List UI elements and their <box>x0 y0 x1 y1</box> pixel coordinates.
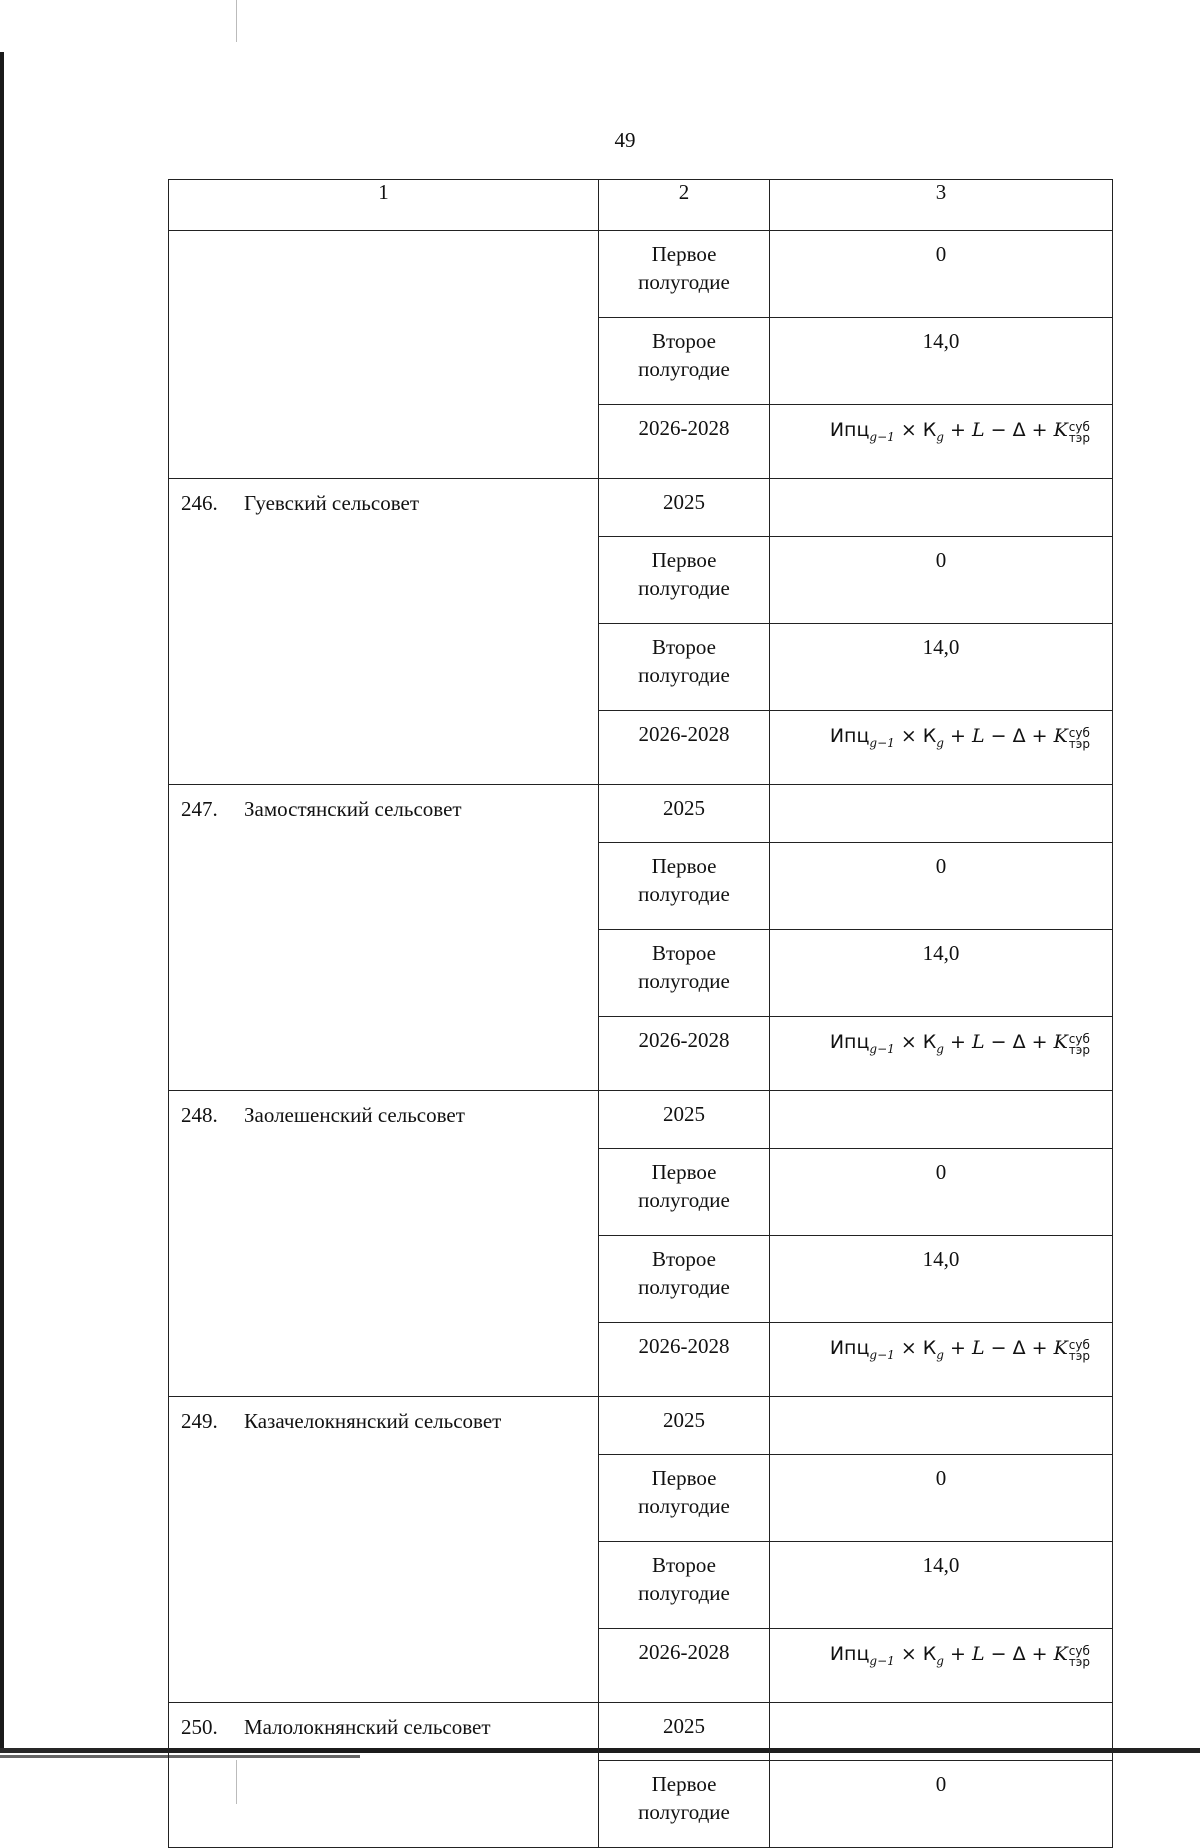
period-cell: Второе полугодие <box>599 318 770 405</box>
formula-cell <box>770 1017 1113 1091</box>
table-row <box>169 785 1113 843</box>
table-row <box>169 479 1113 537</box>
formula-cell <box>770 1629 1113 1703</box>
period-cell: Первое полугодие <box>599 1455 770 1542</box>
period-cell: 2026-2028 <box>599 405 770 479</box>
page-number: 49 <box>614 128 636 152</box>
header-cell-2: 2 <box>599 180 770 231</box>
scan-edge-left <box>0 52 4 1752</box>
formula: $Ипц_{g-1} \times К_g + L - \Delta + K$ суб тэр <box>829 1643 1090 1669</box>
settlement-name-cell <box>169 1397 599 1703</box>
period-cell: Первое полугодие <box>599 537 770 624</box>
value-cell: 0 <box>770 1455 1113 1542</box>
value-cell: 0 <box>770 231 1113 318</box>
formula-cell <box>770 1323 1113 1397</box>
value-cell: 0 <box>770 1761 1113 1848</box>
value-cell: 0 <box>770 1149 1113 1236</box>
period-cell: 2025 <box>599 1703 770 1761</box>
entry-number: 249. <box>181 1409 218 1433</box>
header-cell-1: 1 <box>169 180 599 231</box>
settlement-name-cell <box>169 1091 599 1397</box>
table-row <box>169 231 1113 318</box>
settlement-name: Казачелокнянский сельсовет <box>244 1409 502 1433</box>
settlement-name-cell <box>169 231 599 479</box>
formula: $Ипц_{g-1} \times К_g + L - \Delta + K$ суб тэр <box>829 1031 1090 1057</box>
value-cell <box>770 479 1113 537</box>
entry-number: 246. <box>181 491 218 515</box>
value-cell <box>770 1397 1113 1455</box>
formula: $Ипц_{g-1} \times К_g + L - \Delta + K$ суб тэр <box>829 725 1090 751</box>
period-cell: Второе полугодие <box>599 624 770 711</box>
table-header-row <box>169 180 1113 231</box>
table-row <box>169 1703 1113 1761</box>
period-cell: Второе полугодие <box>599 1542 770 1629</box>
entry-number: 250. <box>181 1715 218 1739</box>
data-table <box>168 179 1113 1848</box>
table-row <box>169 1091 1113 1149</box>
settlement-name-cell <box>169 479 599 785</box>
formula-cell <box>770 711 1113 785</box>
settlement-name: Замостянский сельсовет <box>244 797 462 821</box>
period-cell: Первое полугодие <box>599 231 770 318</box>
fold-mark-top <box>236 0 237 42</box>
formula: $Ипц_{g-1} \times К_g + L - \Delta + K$ суб тэр <box>829 1337 1090 1363</box>
period-cell: 2025 <box>599 479 770 537</box>
value-cell: 0 <box>770 843 1113 930</box>
period-cell: 2026-2028 <box>599 1017 770 1091</box>
period-cell: 2025 <box>599 1397 770 1455</box>
period-cell: Первое полугодие <box>599 843 770 930</box>
header-cell-3: 3 <box>770 180 1113 231</box>
value-cell: 14,0 <box>770 1542 1113 1629</box>
value-cell: 14,0 <box>770 1236 1113 1323</box>
value-cell: 14,0 <box>770 930 1113 1017</box>
value-cell: 0 <box>770 537 1113 624</box>
period-cell: 2026-2028 <box>599 1629 770 1703</box>
value-cell: 14,0 <box>770 318 1113 405</box>
value-cell <box>770 1703 1113 1761</box>
period-cell: 2026-2028 <box>599 1323 770 1397</box>
settlement-name: Гуевский сельсовет <box>244 491 419 515</box>
settlement-name: Малолокнянский сельсовет <box>244 1715 491 1739</box>
formula: $Ипц_{g-1} \times К_g + L - \Delta + K$ суб тэр <box>829 419 1090 445</box>
value-cell: 14,0 <box>770 624 1113 711</box>
formula-cell <box>770 405 1113 479</box>
value-cell <box>770 1091 1113 1149</box>
entry-number: 248. <box>181 1103 218 1127</box>
settlement-name-cell <box>169 785 599 1091</box>
period-cell: Второе полугодие <box>599 1236 770 1323</box>
settlement-name-cell <box>169 1703 599 1848</box>
period-cell: Первое полугодие <box>599 1761 770 1848</box>
period-cell: 2026-2028 <box>599 711 770 785</box>
value-cell <box>770 785 1113 843</box>
period-cell: Первое полугодие <box>599 1149 770 1236</box>
table-row <box>169 1397 1113 1455</box>
entry-number: 247. <box>181 797 218 821</box>
period-cell: 2025 <box>599 1091 770 1149</box>
period-cell: Второе полугодие <box>599 930 770 1017</box>
period-cell: 2025 <box>599 785 770 843</box>
settlement-name: Заолешенский сельсовет <box>244 1103 465 1127</box>
